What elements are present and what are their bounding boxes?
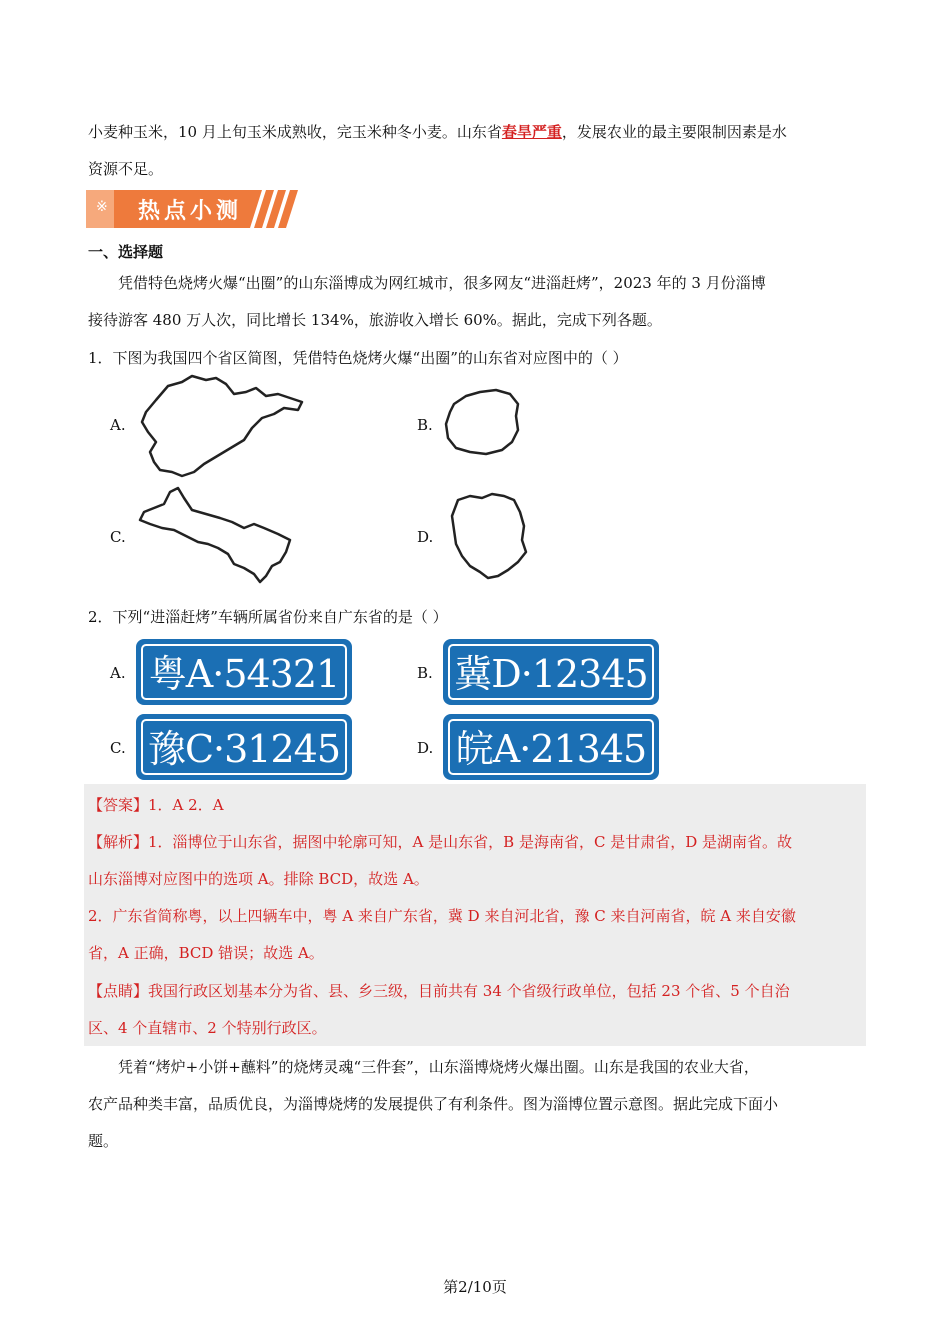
- gansu-outline-icon: [136, 484, 296, 588]
- license-plate-a: [136, 639, 352, 705]
- hunan-outline-icon: [448, 490, 528, 582]
- analysis-line-4: 省，A 正确，BCD 错误；故选 A。: [88, 944, 324, 962]
- intro-text: ，发展农业的最主要限制因素是水: [561, 123, 787, 141]
- q2-option-d-label: D.: [417, 739, 434, 757]
- q2-stem: 2．下列“进淄赶烤”车辆所属省份来自广东省的是（ ）: [88, 608, 448, 626]
- q2-option-b-label: B.: [417, 664, 433, 682]
- answer-line: [88, 794, 224, 816]
- q1-option-b-label: B.: [417, 416, 433, 434]
- license-plate-c: [136, 714, 352, 780]
- passage2-line-3: 题。: [88, 1132, 119, 1150]
- asterisk-icon: ※: [96, 199, 108, 215]
- q1-stem: 1．下图为我国四个省区简图，凭借特色烧烤火爆“出圈”的山东省对应图中的（ ）: [88, 349, 628, 367]
- passage1-line-1: 凭借特色烧烤火爆“出圈”的山东淄博成为网红城市，很多网友“进淄赶烤”，2023 年的 3 月份淄博: [118, 274, 766, 292]
- comment-tag: 【点睛】: [88, 982, 149, 1000]
- license-plate-d: [443, 714, 659, 780]
- q1-option-d-label: D.: [417, 528, 434, 546]
- passage1-line-2: 接待游客 480 万人次，同比增长 134%，旅游收入增长 60%。据此，完成下列各题。: [88, 311, 662, 329]
- comment-line-2: 区、4 个直辖市、2 个特别行政区。: [88, 1019, 327, 1037]
- plate-text: 豫C·31245: [141, 719, 347, 775]
- intro-line-1: [88, 121, 868, 143]
- intro-text: 小麦种玉米，10 月上旬玉米成熟收，完玉米种冬小麦。山东省: [88, 123, 502, 141]
- analysis-text: 1．淄博位于山东省，据图中轮廓可知，A 是山东省，B 是海南省，C 是甘肃省，D 是湖南省。故: [148, 833, 792, 851]
- answer-text: 1．A 2．A: [148, 796, 224, 814]
- plate-text: 粤A·54321: [141, 644, 347, 700]
- intro-line-2: 资源不足。: [88, 160, 164, 178]
- hainan-outline-icon: [442, 386, 522, 460]
- passage2-line-2: 农产品种类丰富，品质优良，为淄博烧烤的发展提供了有利条件。图为淄博位置示意图。据此完成下面小: [88, 1095, 779, 1113]
- analysis-line-3: 2．广东省简称粤，以上四辆车中，粤 A 来自广东省，冀 D 来自河北省，豫 C 来自河南省，皖 A 来自安徽: [88, 907, 796, 925]
- banner-title: 热点小测: [138, 199, 243, 224]
- analysis-line-1: [88, 831, 792, 853]
- section-title: 一、选择题: [88, 243, 164, 261]
- q1-option-c-label: C.: [110, 528, 126, 546]
- q2-option-c-label: C.: [110, 739, 126, 757]
- q2-option-a-label: A.: [110, 664, 126, 682]
- emphasis-text: 春旱严重: [501, 123, 562, 141]
- analysis-line-2: 山东淄博对应图中的选项 A。排除 BCD，故选 A。: [88, 870, 429, 888]
- license-plate-b: [443, 639, 659, 705]
- analysis-tag: 【解析】: [88, 833, 149, 851]
- plate-text: 冀D·12345: [448, 644, 654, 700]
- passage2-line-1: 凭着“烤炉+小饼+蘸料”的烧烤灵魂“三件套”，山东淄博烧烤火爆出圈。山东是我国的农业大省，: [118, 1058, 759, 1076]
- page-number: 第2/10页: [443, 1278, 507, 1296]
- shandong-outline-icon: [134, 372, 306, 482]
- answer-tag: 【答案】: [88, 796, 149, 814]
- comment-text: 我国行政区划基本分为省、县、乡三级，目前共有 34 个省级行政单位，包括 23 个省、5 个自治: [148, 982, 790, 1000]
- comment-line-1: [88, 980, 790, 1002]
- plate-text: 皖A·21345: [448, 719, 654, 775]
- q1-option-a-label: A.: [110, 416, 126, 434]
